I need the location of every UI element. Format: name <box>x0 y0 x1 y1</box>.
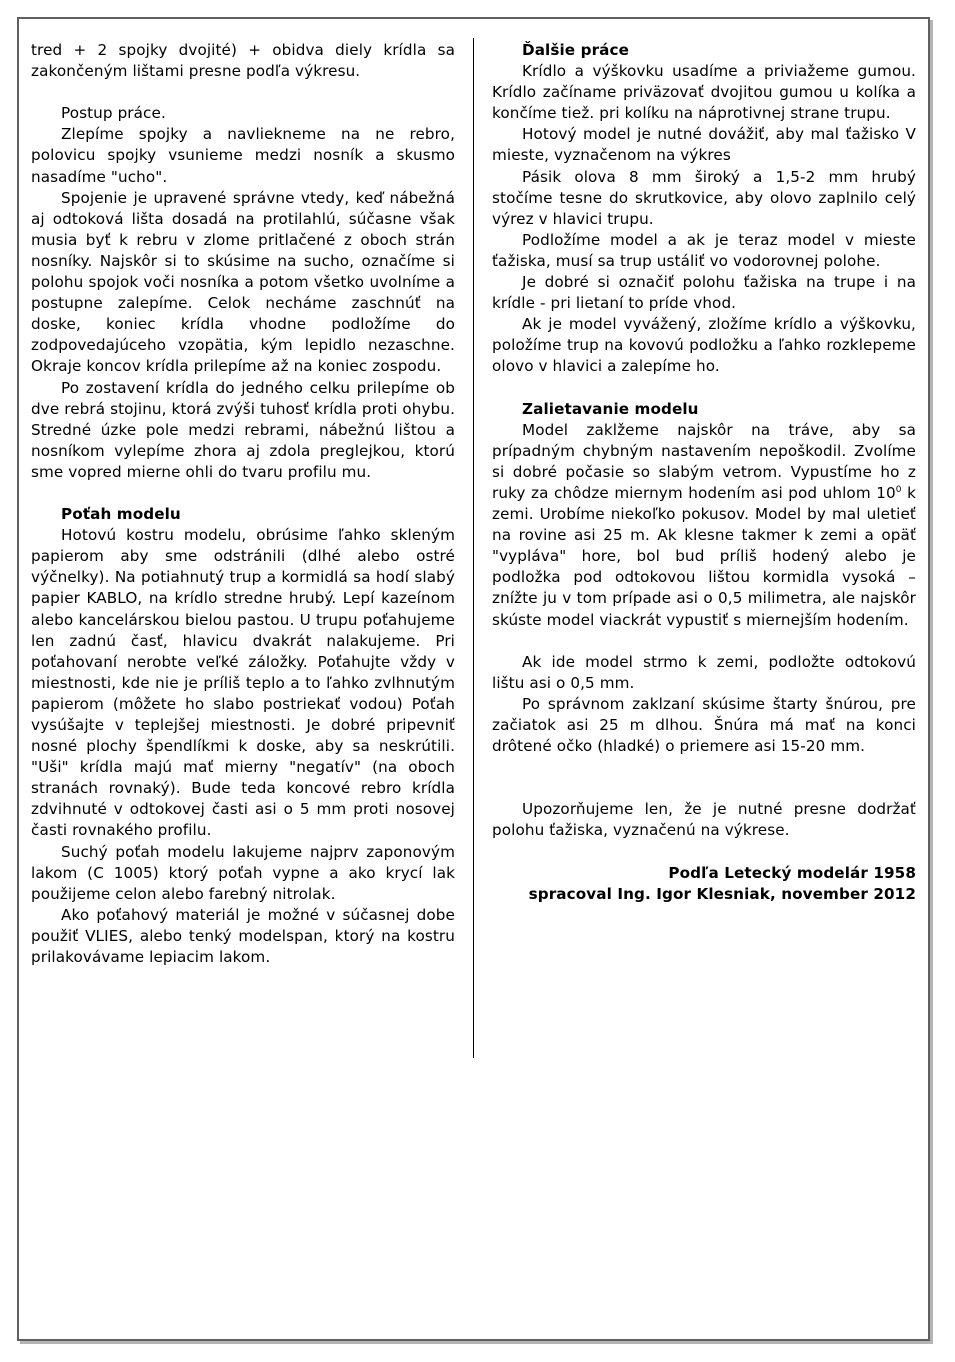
paragraph: Ak ide model strmo k zemi, podložte odtokovú lištu asi o 0,5 mm. <box>492 652 916 692</box>
paragraph: Ak je model vyvážený, zložíme krídlo a výškovku, položíme trup na kovovú podložku a ľahko rozklepeme olovo v hlavici a zalepíme ho. <box>492 315 916 376</box>
paragraph: Suchý poťah modelu lakujeme najprv zaponovým lakom (C 1005) ktorý poťah vypne a ako krycí lak použijeme celon alebo farebný nitrolak. <box>31 842 455 903</box>
paragraph: Pásik olova 8 mm široký a 1,5-2 mm hrubý stočíme tesne do skrutkovice, aby olovo zaplnilo celý výrez v hlavici trupu. <box>492 167 916 228</box>
paragraph: Postup práce. <box>61 104 166 123</box>
section-heading-zalietavanie: Zalietavanie modelu <box>522 399 699 418</box>
paragraph: tred + 2 spojky dvojité) + obidva diely krídla sa zakončeným lištami presne podľa výkresu. <box>31 41 455 81</box>
credit-source: Podľa Letecký modelár 1958 <box>668 863 916 882</box>
paragraph: Podložíme model a ak je teraz model v mieste ťažiska, musí sa trup ustáliť vo vodorovnej polohe. <box>492 230 916 270</box>
paragraph-text: k zemi. Urobíme niekoľko pokusov. Model by mal uletieť na rovine asi 25 m. Ak klesne takmer k zemi a opäť "vypláva" hore, bol bud príliš hodený alebo je podložka pod odtokovou lištou kormidla vysoká – znížte ju v tom prípade asi o 0,5 milimetra, ale najskôr skúste model viackrát vypustiť s miernejším hodením. <box>492 483 916 629</box>
section-heading-dalsie: Ďalšie práce <box>522 41 630 59</box>
paragraph: Po zostavení krídla do jedného celku prilepíme ob dve rebrá stojinu, ktorá zvýši tuhosť krídla proti ohybu. Stredné úzke pole medzi rebrami, nábežnú lištou a nosníkom vylepíme zhora aj zdola preglejkou, ktorú sme vopred mierne ohli do tvaru profilu mu. <box>31 378 455 481</box>
paragraph: Krídlo a výškovku usadíme a priviažeme gumou. Krídlo začíname priväzovať dvojitou gumou u kolíka a končíme tiež. pri kolíku na náprotivnej strane trupu. <box>492 62 916 123</box>
paragraph: Spojenie je upravené správne vtedy, keď nábežná aj odtoková lišta dosadá na protilahlú, súčasne však musia byť k rebru v zlome pritlačené z oboch strán nosníky. Najskôr si to skúsime na sucho, označíme si polohu spojok voči nosníka a potom všetko uvolníme a postupne zalepíme. Celok necháme zaschnúť na doske, koniec krídla vhodne podložíme do zodpovedajúceho vzopätia, kým lepidlo nezaschne. Okraje koncov krídla prilepíme až na koniec zospodu. <box>31 188 455 376</box>
paragraph-text: Model zaklžeme najskôr na tráve, aby sa prípadným chybným nastavením nepoškodil. Zvolíme si dobré počasie so slabým vetrom. Vypustíme ho z ruky za chôdze miernym hodením asi pod uhlom 10 <box>492 420 916 502</box>
paragraph <box>492 420 916 631</box>
column-divider <box>473 38 474 1058</box>
paragraph: Je dobré si označiť polohu ťažiska na trupe i na krídle - pri lietaní to príde vhod. <box>492 273 916 313</box>
credit-author: spracoval Ing. Igor Klesniak, november 2012 <box>528 884 916 903</box>
right-column <box>492 40 916 905</box>
degree-superscript: 0 <box>895 484 902 495</box>
paragraph: Po správnom zaklzaní skúsime štarty šnúrou, pre začiatok asi 25 m dlhou. Šnúra má mať na konci drôtené očko (hladké) o priemere asi 15-20 mm. <box>492 694 916 756</box>
paragraph: Ako poťahový materiál je možné v súčasnej dobe použiť VLIES, alebo tenký modelspan, ktorý na kostru prilakovávame lepiacim lakom. <box>31 905 455 967</box>
paragraph: Hotový model je nutné dovážiť, aby mal ťažisko V mieste, vyznačenom na výkres <box>492 125 916 165</box>
section-heading-potah: Poťah modelu <box>61 505 181 524</box>
paragraph: Zlepíme spojky a navliekneme na ne rebro, polovicu spojky vsunieme medzi nosník a skusmo nasadíme "ucho". <box>31 125 455 186</box>
left-column <box>31 40 455 968</box>
paragraph: Hotovú kostru modelu, obrúsime ľahko skleným papierom aby sme odstránili (dlhé alebo ostré výčnelky). Na potiahnutý trup a kormidlá sa hodí slabý papier KABLO, na krídlo stredne hrubý. Lepí kazeínom alebo kancelárskou bielou pastou. U trupu poťahujeme len zadnú časť, hlavicu dvakrát nalakujeme. Pri poťahovaní nerobte veľké záložky. Poťahujte vždy v miestnosti, kde nie je príliš teplo a to ľahko zvlhnutým papierom (môžete ho slabo postriekať vodou) Poťah vysúšajte v teplejšej miestnosti. Je dobré pripevniť nosné plochy špendlíkmi k doske, aby sa neskrútili. "Uši" krídla majú mať mierny "negatív" (na oboch stranách rovnaký). Bude teda koncové rebro krídla zdvihnuté v odtokovej časti asi o 5 mm proti nosovej časti rovnakého profilu. <box>31 526 455 840</box>
paragraph: Upozorňujeme len, že je nutné presne dodržať polohu ťažiska, vyznačenú na výkrese. <box>492 800 916 840</box>
